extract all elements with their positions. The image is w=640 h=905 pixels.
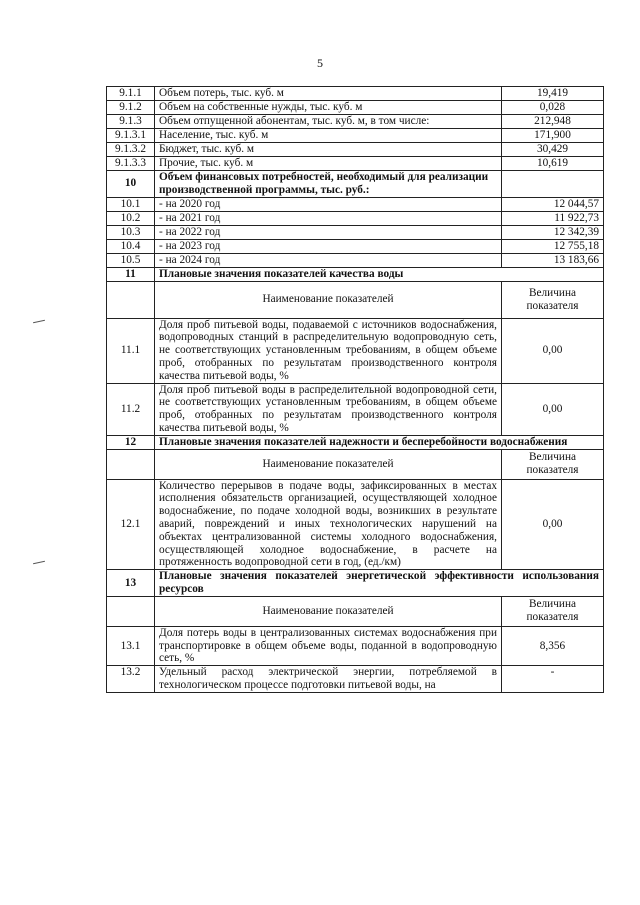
row-name: Удельный расход электрической энергии, потребляемой в технологическом процессе подготовки питьевой воды, на bbox=[155, 666, 502, 693]
row-number: 12.1 bbox=[107, 479, 155, 570]
row-value: 12 342,39 bbox=[502, 225, 604, 239]
row-number: 10.4 bbox=[107, 239, 155, 253]
page-number: 5 bbox=[317, 56, 323, 70]
column-header-value: Величина показателя bbox=[502, 449, 604, 479]
table-row bbox=[107, 143, 604, 157]
section-number: 10 bbox=[107, 171, 155, 198]
table-row bbox=[107, 211, 604, 225]
margin-mark bbox=[33, 320, 45, 323]
section-title: Плановые значения показателей энергетической эффективности использования ресурсов bbox=[155, 570, 604, 597]
row-value: 12 044,57 bbox=[502, 197, 604, 211]
row-value: 0,00 bbox=[502, 479, 604, 570]
table-row bbox=[107, 197, 604, 211]
empty-cell bbox=[107, 449, 155, 479]
row-name: Объем потерь, тыс. куб. м bbox=[155, 87, 502, 101]
row-name: Объем отпущенной абонентам, тыс. куб. м, в том числе: bbox=[155, 115, 502, 129]
section-header-row bbox=[107, 171, 604, 198]
column-header-name: Наименование показателей bbox=[155, 596, 502, 626]
row-name: - на 2021 год bbox=[155, 211, 502, 225]
row-number: 10.1 bbox=[107, 197, 155, 211]
section-title: Объем финансовых потребностей, необходимый для реализации производственной программы, тыс. руб.: bbox=[155, 171, 502, 198]
section-number: 13 bbox=[107, 570, 155, 597]
column-header-row bbox=[107, 596, 604, 626]
column-header-name: Наименование показателей bbox=[155, 281, 502, 318]
row-name: Население, тыс. куб. м bbox=[155, 129, 502, 143]
row-name: Доля проб питьевой воды в распределительной водопроводной сети, не соответствующих установленным требованиям, в общем объеме проб, отобранных по результатам производственного контроля качества питьевой воды, % bbox=[155, 383, 502, 435]
row-name: Доля потерь воды в централизованных системах водоснабжения при транспортировке в общем объеме воды, поданной в водопроводную сеть, % bbox=[155, 626, 502, 665]
table-row bbox=[107, 626, 604, 665]
row-number: 9.1.1 bbox=[107, 87, 155, 101]
row-number: 9.1.3.1 bbox=[107, 129, 155, 143]
section-title: Плановые значения показателей надежности и бесперебойности водоснабжения bbox=[155, 435, 604, 449]
row-value: 0,00 bbox=[502, 318, 604, 383]
row-number: 10.5 bbox=[107, 253, 155, 267]
table-row bbox=[107, 87, 604, 101]
column-header-name: Наименование показателей bbox=[155, 449, 502, 479]
row-number: 11.2 bbox=[107, 383, 155, 435]
row-value: 10,619 bbox=[502, 157, 604, 171]
section-header-row bbox=[107, 267, 604, 281]
column-header-row bbox=[107, 449, 604, 479]
empty-cell bbox=[107, 281, 155, 318]
table-row bbox=[107, 479, 604, 570]
table-row bbox=[107, 101, 604, 115]
table-row bbox=[107, 115, 604, 129]
row-value: 12 755,18 bbox=[502, 239, 604, 253]
row-value: 30,429 bbox=[502, 143, 604, 157]
table-row bbox=[107, 318, 604, 383]
row-number: 13.1 bbox=[107, 626, 155, 665]
row-name: Доля проб питьевой воды, подаваемой с источников водоснабжения, водопроводных станций в распределительную водопроводную сеть, не соответствующих установленным требованиям, в общем объеме проб, отобранных по результатам производственного контроля качества питьевой воды, % bbox=[155, 318, 502, 383]
column-header-row bbox=[107, 281, 604, 318]
margin-mark bbox=[33, 561, 45, 564]
row-value: 0,00 bbox=[502, 383, 604, 435]
row-number: 13.2 bbox=[107, 666, 155, 693]
table-row bbox=[107, 383, 604, 435]
section-number: 11 bbox=[107, 267, 155, 281]
table-row bbox=[107, 157, 604, 171]
row-name: Объем на собственные нужды, тыс. куб. м bbox=[155, 101, 502, 115]
empty-cell bbox=[502, 171, 604, 198]
column-header-value: Величина показателя bbox=[502, 596, 604, 626]
row-name: - на 2020 год bbox=[155, 197, 502, 211]
table-row bbox=[107, 253, 604, 267]
row-number: 9.1.3 bbox=[107, 115, 155, 129]
column-header-value: Величина показателя bbox=[502, 281, 604, 318]
row-number: 10.2 bbox=[107, 211, 155, 225]
row-value: 8,356 bbox=[502, 626, 604, 665]
row-value: 19,419 bbox=[502, 87, 604, 101]
row-number: 9.1.3.2 bbox=[107, 143, 155, 157]
empty-cell bbox=[107, 596, 155, 626]
row-number: 11.1 bbox=[107, 318, 155, 383]
section-title: Плановые значения показателей качества воды bbox=[155, 267, 604, 281]
row-value: - bbox=[502, 666, 604, 693]
row-number: 9.1.2 bbox=[107, 101, 155, 115]
row-value: 11 922,73 bbox=[502, 211, 604, 225]
row-name: Прочие, тыс. куб. м bbox=[155, 157, 502, 171]
row-name: - на 2024 год bbox=[155, 253, 502, 267]
row-name: Бюджет, тыс. куб. м bbox=[155, 143, 502, 157]
row-value: 171,900 bbox=[502, 129, 604, 143]
section-number: 12 bbox=[107, 435, 155, 449]
row-value: 0,028 bbox=[502, 101, 604, 115]
row-value: 13 183,66 bbox=[502, 253, 604, 267]
row-number: 9.1.3.3 bbox=[107, 157, 155, 171]
table-row bbox=[107, 239, 604, 253]
indicators-table bbox=[106, 86, 604, 693]
row-name: Количество перерывов в подаче воды, зафиксированных в местах исполнения обязательств организацией, осуществляющей холодное водоснабжение, по подаче холодной воды, возникших в результате аварий, повреждений и иных технологических нарушений на объектах централизованной системы холодного водоснабжения, осуществляющей холодное водоснабжение, в расчете на протяженность водопроводной сети в год, (ед./км) bbox=[155, 479, 502, 570]
section-header-row bbox=[107, 435, 604, 449]
row-name: - на 2022 год bbox=[155, 225, 502, 239]
table-row bbox=[107, 666, 604, 693]
row-name: - на 2023 год bbox=[155, 239, 502, 253]
section-header-row bbox=[107, 570, 604, 597]
row-value: 212,948 bbox=[502, 115, 604, 129]
row-number: 10.3 bbox=[107, 225, 155, 239]
table-row bbox=[107, 129, 604, 143]
table-row bbox=[107, 225, 604, 239]
